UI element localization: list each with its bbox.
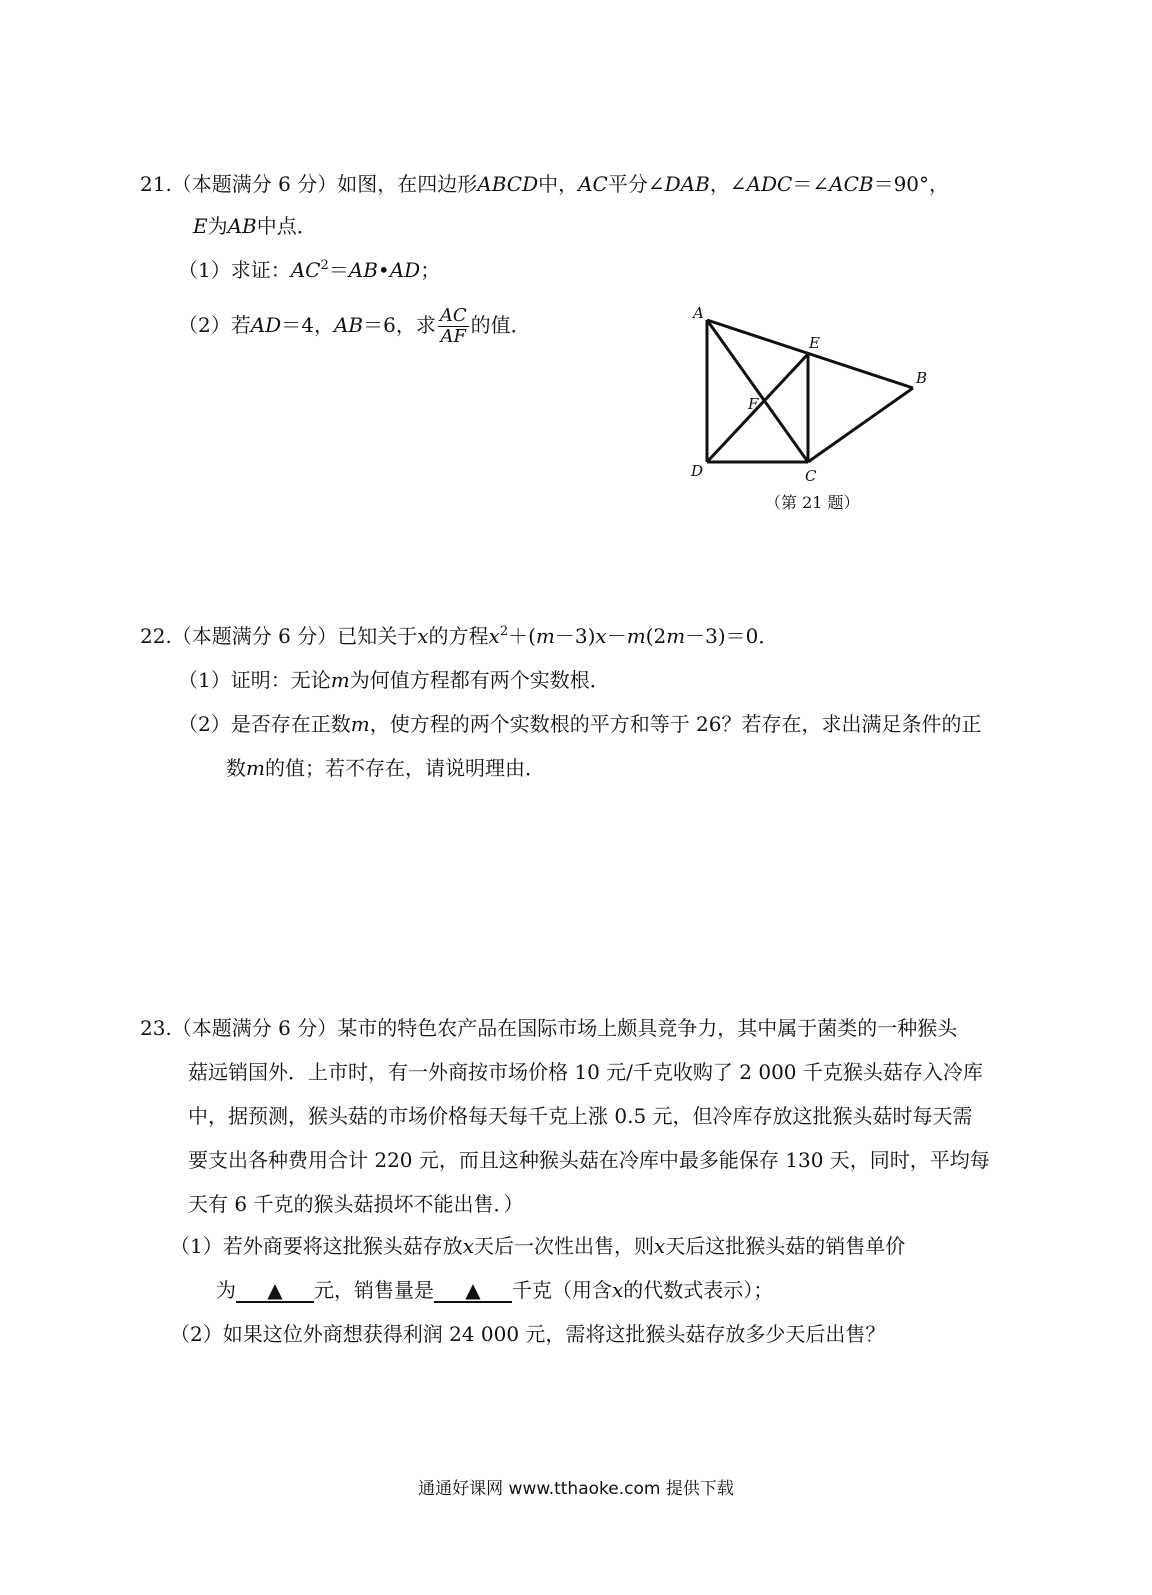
label-d: D (691, 462, 704, 480)
q23-part1-cont: 为 ▲ 元，销售量是 ▲ 千克（用含x的代数式表示）； (216, 1278, 774, 1302)
q21-part1: （1）求证：$AC^2=AB•AD$； (178, 258, 441, 282)
q22-line1: 22.（本题满分 6 分）已知关于x的方程$x^2+(m-3)x-m(2m-3)=0$． (140, 624, 779, 648)
q23-line5: 天有 6 千克的猴头菇损坏不能出售．） (188, 1192, 524, 1216)
answer-blank-quantity[interactable]: ▲ (434, 1279, 512, 1303)
geometry-figure-21 (690, 300, 940, 520)
segment-cb (808, 388, 913, 462)
q23-part1: （1）若外商要将这批猴头菇存放x天后一次性出售，则x天后这批猴头菇的销售单价 (170, 1234, 906, 1258)
label-b: B (916, 369, 928, 387)
label-f: F (748, 395, 759, 413)
q23-line4: 要支出各种费用合计 220 元，而且这种猴头菇在冷库中最多能保存 130 天，同时，平均每 (188, 1148, 990, 1172)
q23-line2: 菇远销国外．上市时，有一外商按市场价格 10 元/千克收购了 2 000 千克猴头菇存入冷库 (188, 1060, 983, 1084)
answer-blank-price[interactable]: ▲ (236, 1279, 314, 1303)
q21-part2: （2）若AD＝4，AB＝6，求 $\frac{AC}{AF}$ 的值． (178, 305, 531, 347)
q22-part2-cont: 数m的值；若不存在，请说明理由． (226, 756, 545, 780)
segment-ac (707, 320, 808, 462)
figure-caption: （第 21 题） (765, 493, 860, 512)
fraction-ac-af: $\frac{AC}{AF}$ (439, 305, 467, 347)
q22-part1: （1）证明：无论m为何值方程都有两个实数根． (178, 668, 610, 692)
page-footer: 通通好课网 www.tthaoke.com 提供下载 (418, 1479, 734, 1499)
q21-line2: E为AB中点． (193, 214, 317, 238)
q23-line1: 23.（本题满分 6 分）某市的特色农产品在国际市场上颇具竞争力，其中属于菌类的一种猴头 (140, 1016, 958, 1040)
label-a: A (693, 304, 704, 322)
segment-ab (707, 320, 913, 388)
q21-line1: 21.（本题满分 6 分）如图，在四边形ABCD中，AC平分∠DAB，∠ADC＝∠ACB＝90°， (140, 172, 950, 196)
q23-line3: 中，据预测，猴头菇的市场价格每天每千克上涨 0.5 元，但冷库存放这批猴头菇时每天需 (188, 1104, 973, 1128)
q23-part2: （2）如果这位外商想获得利润 24 000 元，需将这批猴头菇存放多少天后出售？ (170, 1322, 886, 1346)
label-c: C (805, 467, 817, 485)
label-e: E (809, 334, 820, 352)
q22-part2: （2）是否存在正数m，使方程的两个实数根的平方和等于 26？若存在，求出满足条件的正 (178, 712, 982, 736)
